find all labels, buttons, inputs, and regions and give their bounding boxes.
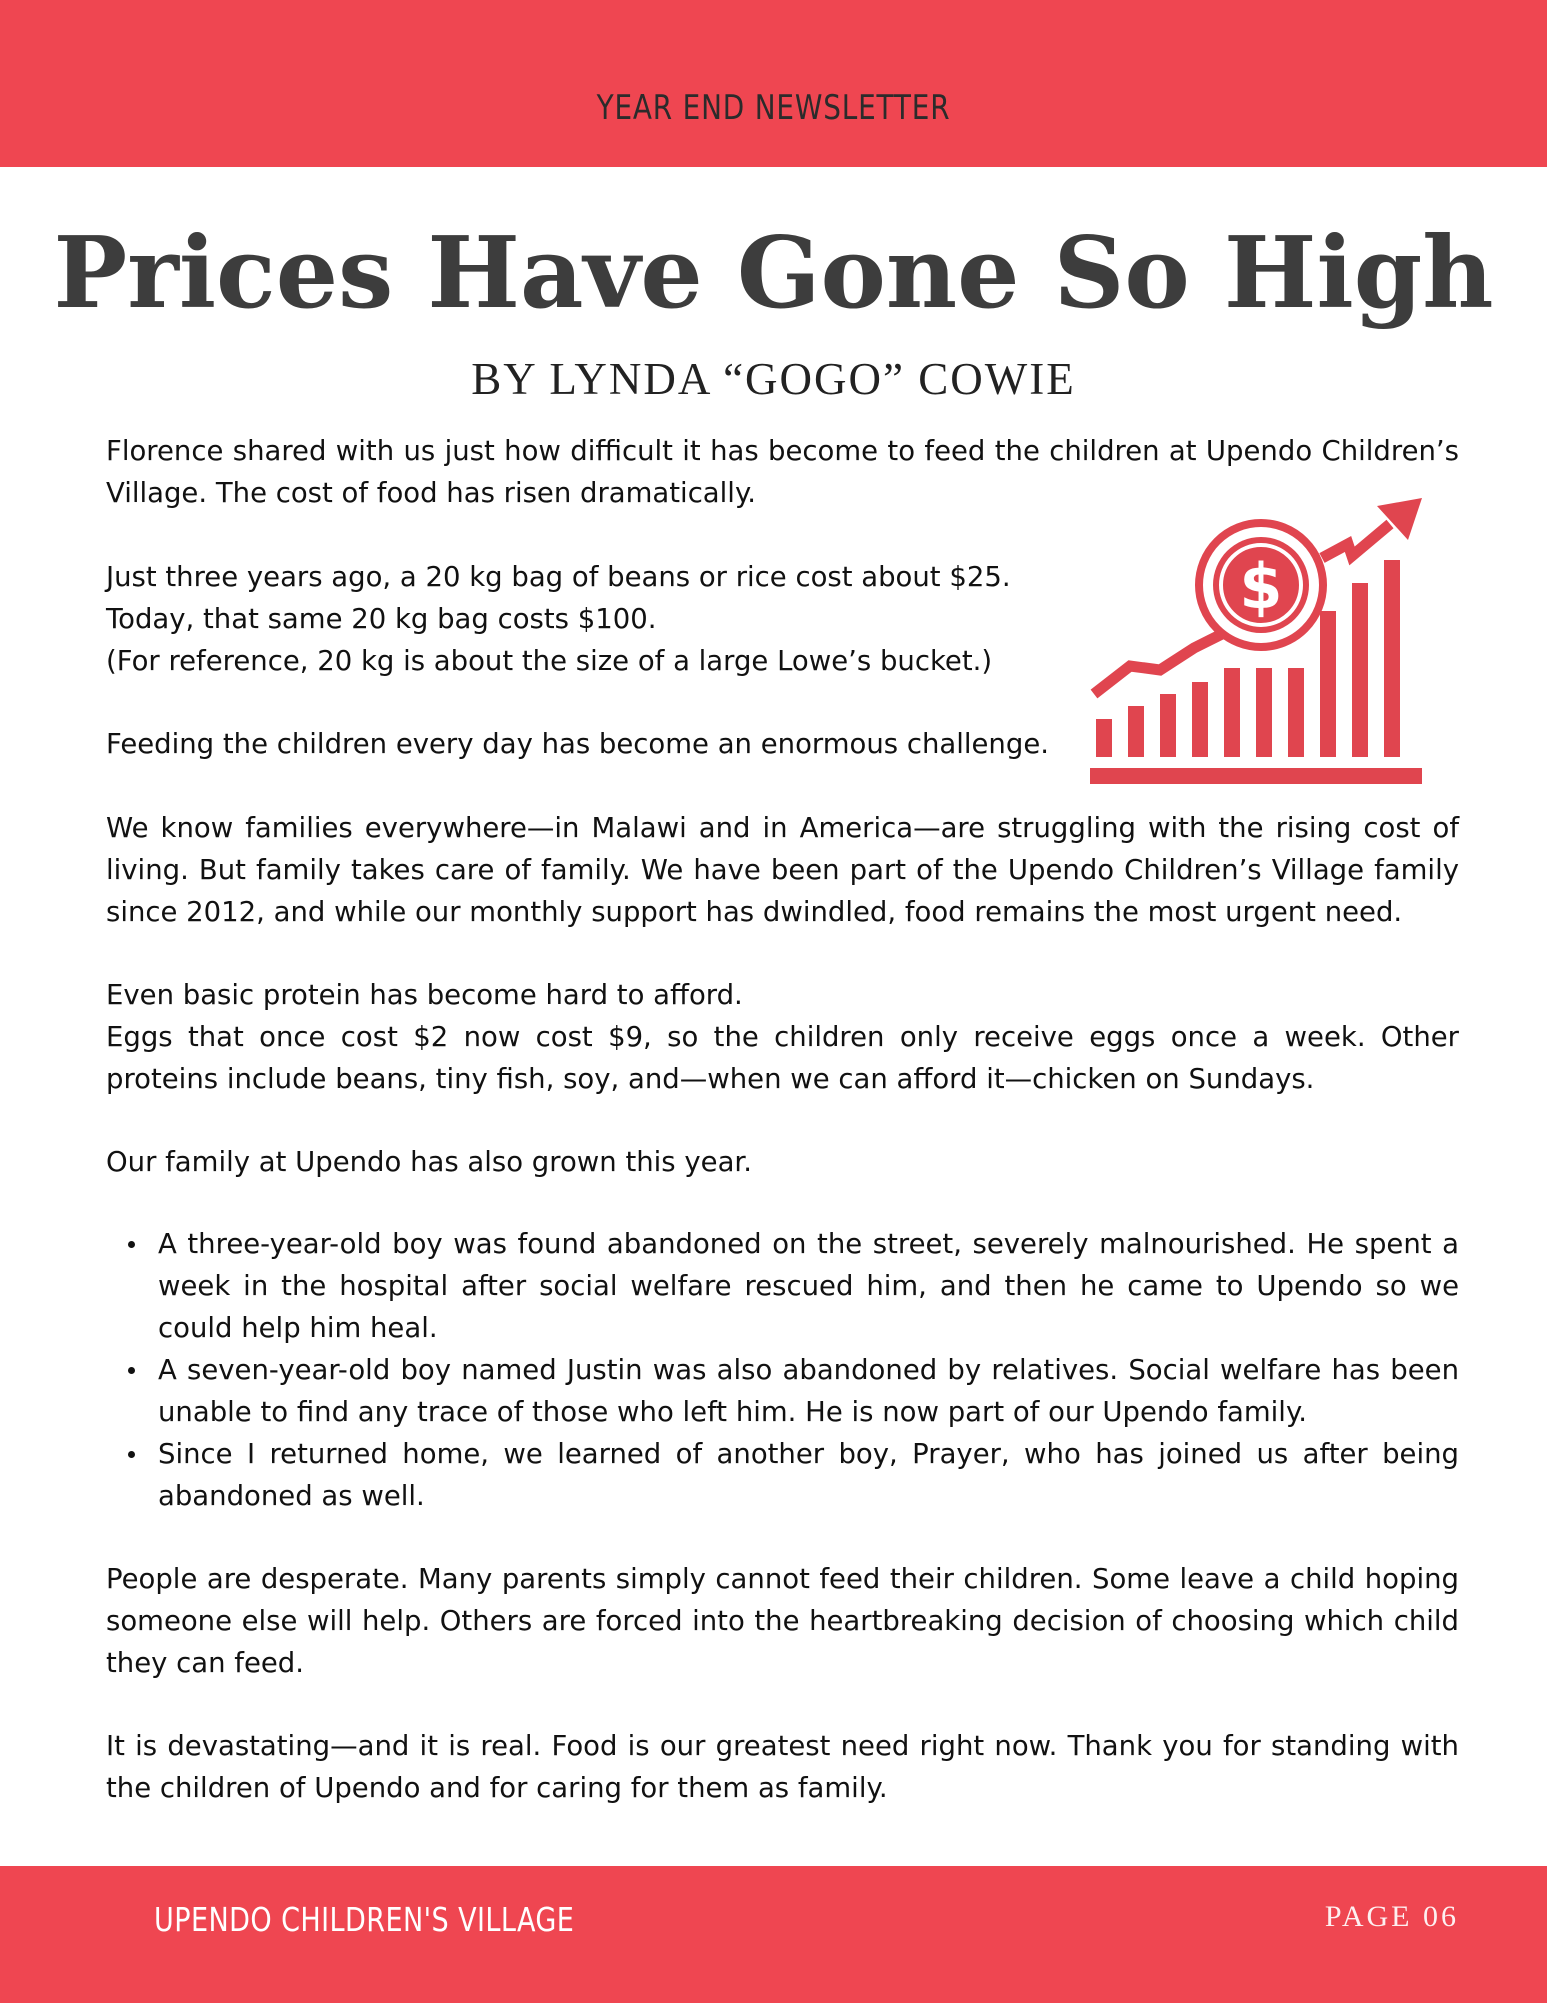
list-item: Since I returned home, we learned of another boy, Prayer, who has joined us after being abandoned as well. — [106, 1433, 1459, 1517]
bar — [1384, 560, 1400, 757]
bar — [1224, 668, 1240, 757]
footer-organization: UPENDO CHILDREN'S VILLAGE — [154, 1900, 575, 1939]
newsletter-header-title: YEAR END NEWSLETTER — [596, 88, 951, 128]
price-line: Just three years ago, a 20 kg bag of beans or rice cost about $25. — [106, 561, 1011, 593]
intro-paragraph: Florence shared with us just how difficult it has become to feed the children at Upendo Children’s Village. The cost of food has risen dramatically. — [106, 435, 1459, 509]
dollar-icon: $ — [1239, 550, 1283, 623]
bar — [1192, 682, 1208, 757]
list-item: A three-year-old boy was found abandoned on the street, severely malnourished. He spent a week in the hospital after social welfare rescued him, and then he came to Upendo so we could help him heal. — [106, 1223, 1459, 1349]
bar — [1352, 583, 1368, 757]
new-children-list — [106, 1223, 1459, 1517]
bar — [1320, 611, 1336, 757]
price-line: Today, that same 20 kg bag costs $100. — [106, 603, 657, 635]
bar — [1128, 706, 1144, 757]
protein-intro: Even basic protein has become hard to afford. — [106, 979, 743, 1011]
page-number: PAGE 06 — [1324, 1900, 1459, 1933]
price-line: (For reference, 20 kg is about the size of a large Lowe’s bucket.) — [106, 645, 993, 677]
prices-paragraph — [106, 556, 1066, 682]
bar — [1256, 668, 1272, 757]
protein-paragraph: Eggs that once cost $2 now cost $9, so the children only receive eggs once a week. Other proteins include beans, tiny fish, soy, and—when we can afford it—chicken on Sundays. — [106, 1021, 1459, 1095]
bar — [1288, 668, 1304, 757]
desperate-paragraph: People are desperate. Many parents simply cannot feed their children. Some leave a child hoping someone else will help. Others are forced into the heartbreaking decision of choosing which child they can feed. — [106, 1563, 1459, 1679]
bar — [1160, 694, 1176, 757]
closing-paragraph: It is devastating—and it is real. Food is our greatest need right now. Thank you for standing with the children of Upendo and for caring for them as family. — [106, 1730, 1459, 1804]
families-paragraph: We know families everywhere—in Malawi and in America—are struggling with the rising cost of living. But family takes care of family. We have been part of the Upendo Children’s Village family since 2012, and while our monthly support has dwindled, food remains the most urgent need. — [106, 812, 1459, 928]
grown-paragraph: Our family at Upendo has also grown this year. — [106, 1146, 752, 1178]
bar — [1096, 719, 1112, 757]
chart-baseline — [1090, 768, 1422, 784]
challenge-paragraph: Feeding the children every day has become an enormous challenge. — [106, 728, 1049, 760]
trend-line-upper — [1322, 524, 1390, 558]
list-item: A seven-year-old boy named Justin was also abandoned by relatives. Social welfare has been unable to find any trace of those who left him. He is now part of our Upendo family. — [106, 1349, 1459, 1433]
header-band — [0, 0, 1547, 167]
rising-price-chart-icon — [1090, 498, 1430, 788]
article-title: Prices Have Gone So High — [53, 216, 1494, 331]
article-byline: BY LYNDA “GOGO” COWIE — [471, 354, 1076, 404]
